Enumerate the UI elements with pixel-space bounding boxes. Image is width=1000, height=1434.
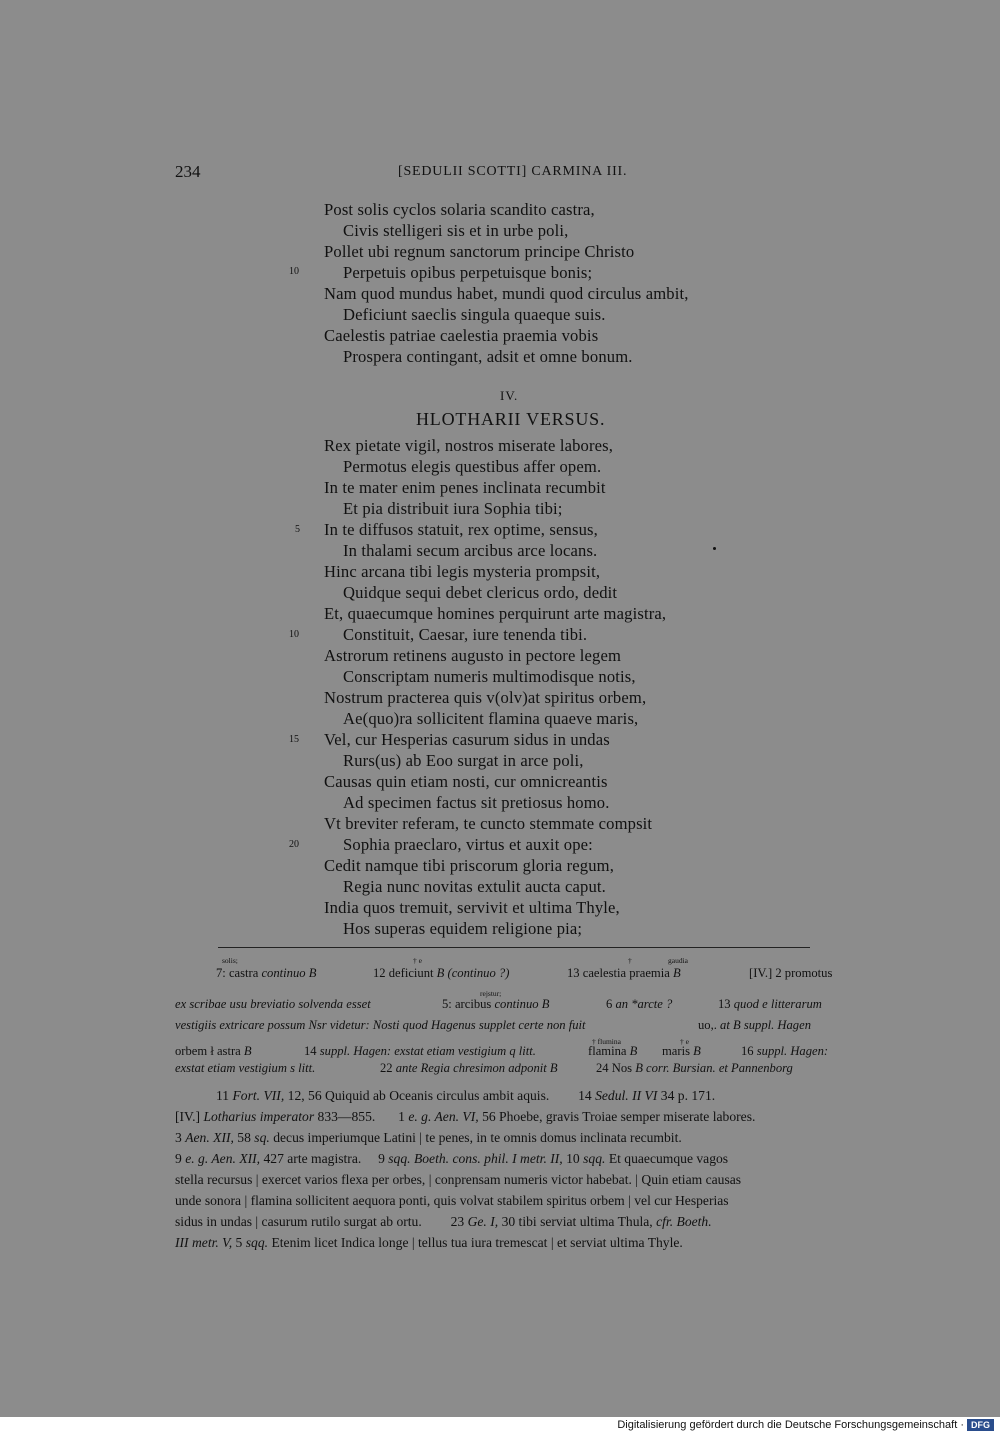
section-number: IV. bbox=[500, 388, 519, 403]
apparatus-note: at B suppl. Hagen bbox=[720, 1018, 811, 1032]
note-line bbox=[175, 1172, 741, 1188]
note-text: 30 tibi serviat ultima Thula, bbox=[501, 1214, 653, 1229]
apparatus-lemma: 13 bbox=[718, 997, 731, 1011]
note-line bbox=[175, 1109, 755, 1125]
apparatus-lemma: 12 deficiunt bbox=[373, 966, 434, 980]
apparatus-line bbox=[380, 1061, 558, 1076]
verse-line: In te diffusos statuit, rex optime, sensus, bbox=[324, 520, 598, 539]
note-text: unde sonora | flamina sollicitent aequora ponti, quis volvat stabilem spiritus orbem | vel cur Hesperias bbox=[175, 1193, 729, 1208]
gloss: † bbox=[628, 956, 632, 965]
note-line bbox=[216, 1088, 715, 1104]
apparatus-siglum: B bbox=[693, 1044, 701, 1058]
apparatus-line bbox=[741, 1044, 828, 1059]
note-source: sq. bbox=[254, 1130, 270, 1145]
verse-line: India quos tremuit, servivit et ultima Thyle, bbox=[324, 898, 620, 917]
verse-line: Quidque sequi debet clericus ordo, dedit bbox=[343, 583, 618, 602]
verse-line: Hinc arcana tibi legis mysteria prompsit, bbox=[324, 562, 601, 581]
apparatus-line bbox=[718, 997, 822, 1012]
apparatus-siglum: B bbox=[672, 966, 681, 980]
apparatus-lemma: orbem ł astra bbox=[175, 1044, 241, 1058]
apparatus-siglum: continuo B bbox=[494, 997, 550, 1011]
gloss: rejstur; bbox=[480, 989, 502, 998]
line-number: 15 bbox=[289, 734, 299, 745]
note-ref: [IV.] bbox=[175, 1109, 201, 1124]
note-ref: 9 bbox=[378, 1151, 385, 1166]
note-source: Aen. XII, bbox=[185, 1130, 234, 1145]
apparatus-line bbox=[175, 1061, 315, 1076]
verse-line: Vel, cur Hesperias casurum sidus in undas bbox=[324, 730, 610, 749]
note-line bbox=[175, 1193, 729, 1209]
apparatus-line bbox=[606, 997, 672, 1012]
apparatus-line bbox=[662, 1044, 701, 1059]
verse-line: Prospera contingant, adsit et omne bonum. bbox=[343, 347, 633, 366]
note-source: Ge. I, bbox=[467, 1214, 499, 1229]
verse-line: Rex pietate vigil, nostros miserate labores, bbox=[324, 436, 614, 455]
line-number: 5 bbox=[295, 524, 300, 535]
verse-line: Perpetuis opibus perpetuisque bonis; bbox=[343, 263, 593, 282]
apparatus-lemma: uo,. bbox=[698, 1018, 717, 1032]
apparatus-line bbox=[304, 1044, 536, 1059]
apparatus-line bbox=[175, 1044, 252, 1059]
apparatus-lemma: [IV.] 2 promotus bbox=[749, 966, 833, 980]
section-title: HLOTHARII VERSUS. bbox=[416, 409, 606, 429]
apparatus-lemma: 24 bbox=[596, 1061, 609, 1075]
verse-line: Hos superas equidem religione pia; bbox=[343, 919, 583, 938]
verse-line: Civis stelligeri sis et in urbe poli, bbox=[343, 221, 569, 240]
note-ref: 14 bbox=[578, 1088, 592, 1103]
line-number: 10 bbox=[289, 266, 299, 277]
apparatus-note: B corr. Bursian. et Pannenborg bbox=[635, 1061, 793, 1075]
line-number: 10 bbox=[289, 629, 299, 640]
note-ref: 11 bbox=[216, 1088, 230, 1103]
note-text: decus imperiumque Latini | te penes, in te omnis domus inclinata recumbit. bbox=[273, 1130, 682, 1145]
verse-line: Astrorum retinens augusto in pectore legem bbox=[324, 646, 622, 665]
apparatus-note: ex scribae usu breviatio solvenda esset bbox=[175, 997, 371, 1011]
verse-line: Caelestis patriae caelestia praemia vobis bbox=[324, 326, 599, 345]
note-ref: 3 bbox=[175, 1130, 182, 1145]
note-source: e. g. Aen. XII, bbox=[185, 1151, 261, 1166]
note-ref: 23 bbox=[450, 1214, 465, 1229]
note-ref: 9 bbox=[175, 1151, 182, 1166]
page-number: 234 bbox=[175, 162, 201, 181]
apparatus-line bbox=[175, 1018, 586, 1033]
apparatus-note: quod e litterarum bbox=[733, 997, 822, 1011]
apparatus-note: an *arcte ? bbox=[615, 997, 673, 1011]
gloss: gaudia bbox=[668, 956, 688, 965]
note-text: 833—855. bbox=[317, 1109, 376, 1124]
ink-speck bbox=[713, 547, 716, 550]
verse-line: Vt breviter referam, te cuncto stemmate compsit bbox=[324, 814, 653, 833]
apparatus-divider bbox=[218, 947, 810, 948]
gloss: † flumina bbox=[592, 1037, 621, 1046]
apparatus-line bbox=[442, 997, 549, 1012]
apparatus-line bbox=[749, 966, 832, 981]
line-number: 20 bbox=[289, 839, 299, 850]
apparatus-lemma: flamina bbox=[588, 1044, 627, 1058]
verse-line: In thalami secum arcibus arce locans. bbox=[343, 541, 598, 560]
verse-line: Rurs(us) ab Eoo surgat in arce poli, bbox=[343, 751, 584, 770]
note-text: 56 Phoebe, gravis Troiae semper miserate labores. bbox=[482, 1109, 756, 1124]
gloss: † e bbox=[680, 1037, 689, 1046]
note-source: Lotharius imperator bbox=[203, 1109, 315, 1124]
verse-line: Constituit, Caesar, iure tenenda tibi. bbox=[343, 625, 588, 644]
apparatus-lemma: 7: castra bbox=[216, 966, 259, 980]
verse-line: Causas quin etiam nosti, cur omnicreantis bbox=[324, 772, 608, 791]
apparatus-line bbox=[373, 966, 509, 981]
apparatus-line bbox=[216, 966, 316, 981]
funding-credit: Digitalisierung gefördert durch die Deutsche Forschungsgemeinschaft · bbox=[617, 1419, 964, 1431]
verse-line: Regia nunc novitas extulit aucta caput. bbox=[343, 877, 606, 896]
note-line bbox=[175, 1214, 712, 1230]
apparatus-lemma: Nos bbox=[611, 1061, 633, 1075]
note-text: 427 arte magistra. bbox=[263, 1151, 362, 1166]
note-text: 34 p. 171. bbox=[660, 1088, 716, 1103]
funding-footer bbox=[0, 1417, 1000, 1434]
note-source: sqq. Boeth. cons. phil. I metr. II, bbox=[388, 1151, 563, 1166]
note-source: e. g. Aen. VI, bbox=[408, 1109, 479, 1124]
apparatus-note: ante Regia chresimon adponit B bbox=[395, 1061, 558, 1075]
apparatus-line bbox=[596, 1061, 793, 1076]
apparatus-line bbox=[567, 966, 681, 981]
verse-line: Nostrum practerea quis v(olv)at spiritus orbem, bbox=[324, 688, 647, 707]
apparatus-lemma: 5: arcibus bbox=[442, 997, 492, 1011]
apparatus-note: suppl. Hagen: exstat etiam vestigium q litt. bbox=[319, 1044, 536, 1058]
apparatus-lemma: 16 bbox=[741, 1044, 754, 1058]
apparatus-note: vestigiis extricare possum Nsr videtur: Nosti quod Hagenus supplet certe non fuit bbox=[175, 1018, 586, 1032]
apparatus-note: suppl. Hagen: bbox=[756, 1044, 829, 1058]
note-source: Fort. VII, bbox=[232, 1088, 285, 1103]
verse-line: Cedit namque tibi priscorum gloria regum, bbox=[324, 856, 615, 875]
apparatus-line bbox=[698, 1018, 811, 1033]
note-line bbox=[175, 1151, 728, 1167]
verse-line: Permotus elegis questibus affer opem. bbox=[343, 457, 602, 476]
apparatus-siglum: B bbox=[629, 1044, 638, 1058]
note-text: 12, 56 Quiquid ab Oceanis circulus ambit aquis. bbox=[287, 1088, 550, 1103]
apparatus-lemma: 14 bbox=[304, 1044, 317, 1058]
apparatus-lemma: maris bbox=[662, 1044, 690, 1058]
note-source: sqq. bbox=[245, 1235, 269, 1250]
apparatus-lemma: 22 bbox=[380, 1061, 393, 1075]
apparatus-siglum: continuo B bbox=[261, 966, 317, 980]
note-source: III metr. V, bbox=[175, 1235, 233, 1250]
verse-line: Sophia praeclaro, virtus et auxit ope: bbox=[343, 835, 593, 854]
note-line bbox=[175, 1130, 682, 1146]
apparatus-lemma: 6 bbox=[606, 997, 613, 1011]
verse-line: Post solis cyclos solaria scandito castra, bbox=[324, 200, 595, 219]
note-source: cfr. Boeth. bbox=[656, 1214, 712, 1229]
verse-line: Ad specimen factus sit pretiosus homo. bbox=[343, 793, 610, 812]
verse-line: Et, quaecumque homines perquirunt arte magistra, bbox=[324, 604, 667, 623]
gloss: solis; bbox=[222, 956, 238, 965]
verse-line: Pollet ubi regnum sanctorum principe Christo bbox=[324, 242, 635, 261]
verse-line: Conscriptam numeris multimodisque notis, bbox=[343, 667, 636, 686]
note-line bbox=[175, 1235, 683, 1251]
dfg-logo: DFG bbox=[967, 1419, 994, 1431]
gloss: † e bbox=[413, 956, 422, 965]
apparatus-note: exstat etiam vestigium s litt. bbox=[175, 1061, 316, 1075]
verse-line: Nam quod mundus habet, mundi quod circulus ambit, bbox=[324, 284, 689, 303]
verse-line: Et pia distribuit iura Sophia tibi; bbox=[343, 499, 563, 518]
apparatus-siglum: B (continuo ?) bbox=[436, 966, 510, 980]
note-text: Et quaecumque vagos bbox=[608, 1151, 729, 1166]
note-ref: 1 bbox=[398, 1109, 405, 1124]
verse-line: Deficiunt saeclis singula quaeque suis. bbox=[343, 305, 606, 324]
note-text: 10 bbox=[566, 1151, 580, 1166]
apparatus-line bbox=[175, 997, 371, 1012]
note-text: sidus in undas | casurum rutilo surgat ab ortu. bbox=[175, 1214, 422, 1229]
apparatus-line bbox=[588, 1044, 637, 1059]
note-source: Sedul. II VI bbox=[595, 1088, 658, 1103]
note-source: sqq. bbox=[583, 1151, 606, 1166]
note-text: stella recursus | exercet varios flexa per orbes, | conprensam numeris victor habebat. | Quin etiam causas bbox=[175, 1172, 742, 1187]
apparatus-siglum: B bbox=[243, 1044, 252, 1058]
verse-line: In te mater enim penes inclinata recumbit bbox=[324, 478, 606, 497]
note-text: 58 bbox=[237, 1130, 251, 1145]
apparatus-lemma: 13 caelestia praemia bbox=[567, 966, 670, 980]
running-head: [SEDULII SCOTTI] CARMINA III. bbox=[398, 164, 628, 179]
note-text: Etenim licet Indica longe | tellus tua iura tremescat | et serviat ultima Thyle. bbox=[271, 1235, 683, 1250]
verse-line: Ae(quo)ra sollicitent flamina quaeve maris, bbox=[343, 709, 639, 728]
note-text: 5 bbox=[235, 1235, 243, 1250]
